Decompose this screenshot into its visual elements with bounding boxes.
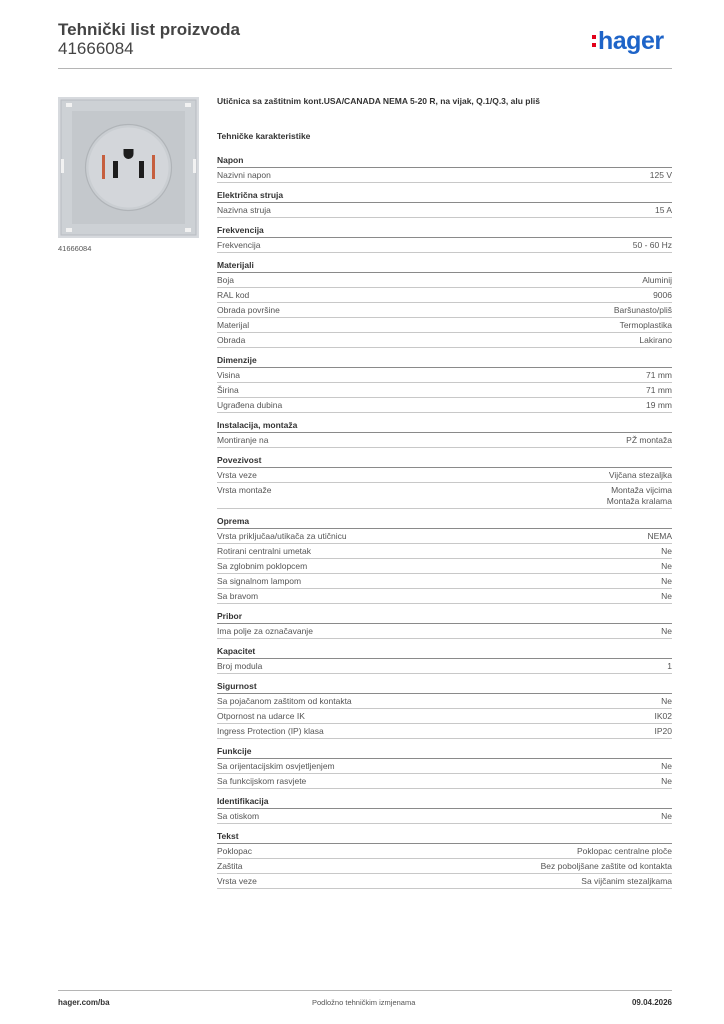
spec-value <box>667 661 672 672</box>
spec-group <box>217 644 672 674</box>
spec-value <box>661 696 672 707</box>
spec-row <box>217 318 672 333</box>
spec-group <box>217 679 672 739</box>
spec-value-line: IK02 <box>654 711 672 721</box>
spec-group <box>217 353 672 413</box>
spec-value-line: Vijčana stezaljka <box>608 470 672 480</box>
spec-group <box>217 188 672 218</box>
spec-value-line: 71 mm <box>646 385 672 395</box>
nema-socket-icon <box>58 97 199 238</box>
spec-row <box>217 368 672 383</box>
spec-value <box>541 861 672 872</box>
spec-value <box>639 335 672 346</box>
spec-label: Montiranje na <box>217 435 269 445</box>
spec-label: Sa pojačanom zaštitom od kontakta <box>217 696 352 706</box>
spec-value <box>633 240 672 251</box>
spec-row <box>217 468 672 483</box>
spec-value-line: 9006 <box>653 290 672 300</box>
spec-value <box>650 170 672 181</box>
spec-value <box>661 761 672 772</box>
spec-label: Ingress Protection (IP) klasa <box>217 726 324 736</box>
image-caption: 41666084 <box>58 244 92 253</box>
spec-label: Otpornost na udarce IK <box>217 711 305 721</box>
spec-row <box>217 694 672 709</box>
spec-group-title: Identifikacija <box>217 794 672 809</box>
spec-group-title: Materijali <box>217 258 672 273</box>
spec-row <box>217 589 672 604</box>
spec-value-line: PŽ montaža <box>626 435 672 445</box>
spec-value <box>655 711 673 722</box>
spec-group <box>217 794 672 824</box>
spec-row <box>217 288 672 303</box>
spec-group-title: Napon <box>217 153 672 168</box>
spec-value-line: Ne <box>661 811 672 821</box>
spec-group-title: Kapacitet <box>217 644 672 659</box>
spec-value <box>655 205 672 216</box>
spec-group-title: Frekvencija <box>217 223 672 238</box>
spec-value <box>607 485 672 507</box>
spec-value-line: 1 <box>667 661 672 671</box>
spec-row <box>217 238 672 253</box>
spec-value <box>577 846 672 857</box>
spec-group <box>217 609 672 639</box>
footer-note: Podložno tehničkim izmjenama <box>312 998 416 1007</box>
spec-value <box>661 591 672 602</box>
spec-value-line: IP20 <box>654 726 672 736</box>
spec-row <box>217 774 672 789</box>
spec-value <box>614 305 672 316</box>
spec-label: Obrada površine <box>217 305 280 315</box>
spec-value-line: Lakirano <box>639 335 672 345</box>
spec-label: Vrsta veze <box>217 876 257 886</box>
spec-group <box>217 223 672 253</box>
spec-row <box>217 559 672 574</box>
spec-value-line: Aluminij <box>642 275 672 285</box>
spec-label: Sa bravom <box>217 591 259 601</box>
spec-value-line: Ne <box>661 561 672 571</box>
spec-label: Visina <box>217 370 240 380</box>
spec-group-title: Tekst <box>217 829 672 844</box>
spec-value <box>626 435 672 446</box>
spec-label: Materijal <box>217 320 250 330</box>
spec-group <box>217 453 672 509</box>
spec-value <box>646 370 672 381</box>
specs-heading: Tehničke karakteristike <box>217 131 311 141</box>
spec-label: Frekvencija <box>217 240 261 250</box>
spec-value <box>661 561 672 572</box>
spec-row <box>217 168 672 183</box>
spec-group <box>217 514 672 604</box>
spec-group <box>217 153 672 183</box>
spec-row <box>217 874 672 889</box>
product-description: Utičnica sa zaštitnim kont.USA/CANADA NEMA 5-20 R, na vijak, Q.1/Q.3, alu pliš <box>217 96 540 106</box>
spec-group <box>217 744 672 789</box>
spec-value-line: Montaža kralama <box>606 496 672 506</box>
spec-label: Vrsta montaže <box>217 485 272 495</box>
spec-label: Sa zglobnim poklopcem <box>217 561 308 571</box>
footer-divider <box>58 990 672 991</box>
spec-value <box>609 470 672 481</box>
spec-row <box>217 398 672 413</box>
spec-row <box>217 303 672 318</box>
spec-row <box>217 574 672 589</box>
spec-value-line: Ne <box>661 576 672 586</box>
spec-label: Širina <box>217 385 239 395</box>
spec-value-line: Ne <box>661 546 672 556</box>
spec-label: Zaštita <box>217 861 243 871</box>
spec-value <box>661 546 672 557</box>
spec-group-title: Dimenzije <box>217 353 672 368</box>
spec-group-title: Sigurnost <box>217 679 672 694</box>
spec-label: RAL kod <box>217 290 250 300</box>
logo-text: hager <box>598 27 664 55</box>
spec-table <box>217 148 672 889</box>
spec-row <box>217 844 672 859</box>
footer-date: 09.04.2026 <box>631 998 672 1007</box>
spec-label: Vrsta priključaa/utikača za utičnicu <box>217 531 347 541</box>
spec-group-title: Električna struja <box>217 188 672 203</box>
spec-label: Nazivni napon <box>217 170 271 180</box>
spec-row <box>217 529 672 544</box>
product-number: 41666084 <box>58 39 134 58</box>
spec-group-title: Instalacija, montaža <box>217 418 672 433</box>
spec-value-line: 50 - 60 Hz <box>632 240 672 250</box>
logo-dots-icon <box>592 33 596 49</box>
spec-row <box>217 483 672 509</box>
spec-row <box>217 433 672 448</box>
header-divider <box>58 68 672 69</box>
spec-label: Nazivna struja <box>217 205 271 215</box>
spec-value <box>661 626 672 637</box>
spec-row <box>217 273 672 288</box>
spec-group <box>217 829 672 889</box>
spec-value-line: Ne <box>661 591 672 601</box>
spec-value-line: 19 mm <box>646 400 672 410</box>
spec-group-title: Funkcije <box>217 744 672 759</box>
spec-label: Ima polje za označavanje <box>217 626 313 636</box>
spec-value-line: Ne <box>661 776 672 786</box>
spec-group-title: Oprema <box>217 514 672 529</box>
spec-value-line: Bez poboljšane zaštite od kontakta <box>540 861 672 871</box>
spec-label: Obrada <box>217 335 246 345</box>
spec-row <box>217 624 672 639</box>
spec-row <box>217 203 672 218</box>
spec-value-line: 71 mm <box>646 370 672 380</box>
spec-row <box>217 859 672 874</box>
spec-row <box>217 383 672 398</box>
spec-value-line: Ne <box>661 696 672 706</box>
spec-row <box>217 333 672 348</box>
spec-group-title: Pribor <box>217 609 672 624</box>
spec-value <box>655 726 673 737</box>
spec-label: Rotirani centralni umetak <box>217 546 312 556</box>
spec-label: Vrsta veze <box>217 470 257 480</box>
spec-row <box>217 809 672 824</box>
spec-value <box>620 320 672 331</box>
spec-label: Sa funkcijskom rasvjete <box>217 776 307 786</box>
spec-value <box>581 876 672 887</box>
spec-value-line: Sa vijčanim stezaljkama <box>581 876 672 886</box>
spec-label: Broj modula <box>217 661 263 671</box>
spec-group-title: Povezivost <box>217 453 672 468</box>
spec-label: Sa orijentacijskim osvjetljenjem <box>217 761 335 771</box>
spec-value <box>661 811 672 822</box>
spec-value-line: Montaža vijcima <box>611 485 672 495</box>
spec-value <box>646 400 672 411</box>
spec-label: Boja <box>217 275 235 285</box>
spec-row <box>217 724 672 739</box>
hager-logo <box>592 28 664 54</box>
spec-value-line: 125 V <box>649 170 672 180</box>
spec-row <box>217 759 672 774</box>
spec-value-line: NEMA <box>647 531 672 541</box>
spec-value-line: Baršunasto/pliš <box>613 305 672 315</box>
footer-website: hager.com/ba <box>58 998 110 1007</box>
spec-group <box>217 418 672 448</box>
spec-value-line: 15 A <box>654 205 672 215</box>
spec-value <box>661 576 672 587</box>
spec-value <box>661 776 672 787</box>
spec-label: Sa otiskom <box>217 811 260 821</box>
spec-value-line: Poklopac centralne ploče <box>577 846 672 856</box>
spec-label: Ugrađena dubina <box>217 400 283 410</box>
spec-row <box>217 659 672 674</box>
spec-row <box>217 709 672 724</box>
spec-label: Sa signalnom lampom <box>217 576 302 586</box>
page-title: Tehnički list proizvoda <box>58 20 240 39</box>
spec-value <box>646 385 672 396</box>
spec-group <box>217 258 672 348</box>
spec-value-line: Ne <box>661 761 672 771</box>
spec-row <box>217 544 672 559</box>
spec-value-line: Termoplastika <box>619 320 672 330</box>
spec-label: Poklopac <box>217 846 252 856</box>
spec-value <box>647 531 672 542</box>
spec-value-line: Ne <box>661 626 672 636</box>
spec-value <box>642 275 672 286</box>
spec-value <box>653 290 672 301</box>
